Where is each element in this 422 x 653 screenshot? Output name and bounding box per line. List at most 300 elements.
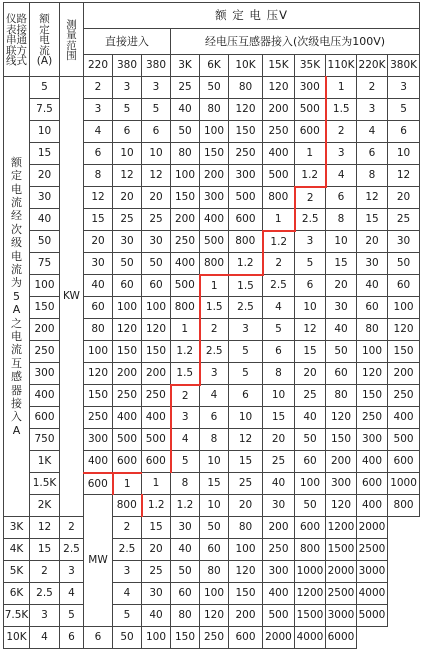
value-cell: 10 — [295, 297, 326, 319]
value-cell: 40 — [171, 99, 200, 121]
value-cell: 150 — [229, 583, 263, 605]
value-cell: 6 — [200, 407, 229, 429]
value-cell: 5 — [171, 451, 200, 473]
rated-current-cell: 5 — [30, 77, 60, 99]
value-cell: 60 — [200, 539, 229, 561]
value-cell: 1500 — [326, 539, 357, 561]
value-cell: 3 — [388, 77, 420, 99]
value-cell: 30 — [357, 253, 388, 275]
value-cell: 40 — [326, 319, 357, 341]
value-cell: 3 — [326, 143, 357, 165]
value-cell: 25 — [142, 561, 171, 583]
value-cell: 2 — [200, 319, 229, 341]
side-label: 额定电流经次级电流为5A之电流互感器接入A — [11, 155, 22, 437]
value-cell: 150 — [326, 429, 357, 451]
value-cell: 1.5 — [200, 297, 229, 319]
rated-current-cell: 300 — [30, 363, 60, 385]
value-cell: 5 — [388, 99, 420, 121]
value-cell: 25 — [171, 77, 200, 99]
value-cell: 2.5 — [229, 297, 263, 319]
value-cell: 600 — [113, 451, 142, 473]
value-cell: 6 — [142, 121, 171, 143]
value-cell: 1500 — [295, 605, 326, 627]
value-cell: 4 — [30, 627, 60, 649]
value-cell: 50 — [171, 121, 200, 143]
value-cell: 600 — [295, 517, 326, 539]
value-cell: 25 — [229, 473, 263, 495]
range-mw-cell: MW — [84, 495, 113, 627]
value-cell: 12 — [388, 165, 420, 187]
value-cell: 6 — [84, 143, 113, 165]
value-cell: 25 — [113, 209, 142, 231]
value-cell: 120 — [388, 319, 420, 341]
value-cell: 6 — [229, 385, 263, 407]
value-cell: 12 — [295, 319, 326, 341]
voltage-header: 380 — [113, 55, 142, 77]
header-wiring-line: 线式 — [6, 55, 27, 68]
header-wiring-line: 仪路 — [6, 13, 27, 26]
value-cell: 100 — [171, 165, 200, 187]
value-cell: 600 — [229, 209, 263, 231]
value-cell: 12 — [357, 187, 388, 209]
value-cell: 15 — [142, 517, 171, 539]
value-cell: 5000 — [357, 605, 388, 627]
value-cell: 6 — [295, 275, 326, 297]
value-cell: 300 — [229, 165, 263, 187]
table-row — [4, 539, 420, 561]
header-current-line: (A) — [36, 55, 53, 68]
value-cell: 1 — [263, 209, 295, 231]
value-cell: 2 — [60, 517, 84, 539]
value-cell: 3 — [113, 77, 142, 99]
value-cell: 2 — [357, 77, 388, 99]
value-cell: 800 — [229, 231, 263, 253]
value-cell: 80 — [171, 143, 200, 165]
value-cell: 2.5 — [60, 539, 84, 561]
value-cell: 4 — [326, 165, 357, 187]
voltage-header: 10K — [229, 55, 263, 77]
value-cell: 20 — [229, 495, 263, 517]
value-cell: 20 — [142, 539, 171, 561]
value-cell: 12 — [84, 187, 113, 209]
value-cell: 500 — [263, 605, 295, 627]
table-body — [4, 77, 420, 649]
value-cell: 6 — [326, 187, 357, 209]
value-cell: 400 — [263, 583, 295, 605]
range-kw-cell: KW — [60, 77, 84, 517]
value-cell: 250 — [229, 143, 263, 165]
value-cell: 120 — [200, 605, 229, 627]
value-cell: 120 — [229, 561, 263, 583]
value-cell: 4 — [200, 385, 229, 407]
value-cell: 250 — [113, 385, 142, 407]
value-cell: 200 — [113, 363, 142, 385]
value-cell: 150 — [171, 187, 200, 209]
value-cell: 15 — [84, 209, 113, 231]
value-cell: 3 — [357, 99, 388, 121]
value-cell: 15 — [357, 209, 388, 231]
value-cell: 10 — [113, 143, 142, 165]
value-cell: 200 — [263, 99, 295, 121]
value-cell: 60 — [388, 275, 420, 297]
value-cell: 60 — [357, 297, 388, 319]
value-cell: 80 — [84, 319, 113, 341]
value-cell: 200 — [171, 209, 200, 231]
value-cell: 12 — [30, 517, 60, 539]
value-cell: 6 — [388, 121, 420, 143]
value-cell: 8 — [263, 363, 295, 385]
value-cell: 1000 — [388, 473, 420, 495]
rated-current-cell: 5K — [4, 561, 30, 583]
value-cell: 20 — [263, 429, 295, 451]
value-cell: 600 — [142, 451, 171, 473]
value-cell: 100 — [84, 341, 113, 363]
value-cell: 40 — [357, 275, 388, 297]
value-cell: 10 — [263, 385, 295, 407]
value-cell: 30 — [388, 231, 420, 253]
rated-current-cell: 3K — [4, 517, 30, 539]
value-cell: 20 — [142, 187, 171, 209]
value-cell: 8 — [326, 209, 357, 231]
rated-current-cell: 250 — [30, 341, 60, 363]
rated-current-cell: 200 — [30, 319, 60, 341]
value-cell: 4000 — [357, 583, 388, 605]
value-cell: 3000 — [357, 561, 388, 583]
value-cell: 60 — [295, 451, 326, 473]
value-cell: 600 — [84, 473, 113, 495]
value-cell: 600 — [295, 121, 326, 143]
value-cell: 400 — [171, 253, 200, 275]
value-cell: 8 — [200, 429, 229, 451]
value-cell: 5 — [142, 99, 171, 121]
rated-current-cell: 4K — [4, 539, 30, 561]
value-cell: 50 — [295, 495, 326, 517]
spec-table-container — [3, 2, 419, 649]
value-cell: 100 — [388, 297, 420, 319]
value-cell: 100 — [142, 627, 171, 649]
rated-current-cell: 20 — [30, 165, 60, 187]
value-cell: 200 — [263, 517, 295, 539]
header-range-line: 围 — [66, 50, 77, 62]
value-cell: 120 — [113, 319, 142, 341]
header-wiring-line: 串通 — [6, 34, 27, 47]
value-cell: 30 — [142, 583, 171, 605]
value-cell: 50 — [142, 253, 171, 275]
value-cell: 2.5 — [263, 275, 295, 297]
value-cell: 200 — [142, 363, 171, 385]
header-rated-voltage: 额 定 电 压V — [84, 3, 420, 29]
header-current-line: 额 — [39, 13, 50, 26]
value-cell: 5 — [113, 605, 142, 627]
header-current-line: 电 — [39, 34, 50, 47]
value-cell: 20 — [113, 187, 142, 209]
voltage-header: 110K — [326, 55, 357, 77]
value-cell: 2 — [113, 517, 142, 539]
value-cell: 80 — [229, 77, 263, 99]
value-cell: 50 — [295, 429, 326, 451]
value-cell: 1 — [142, 473, 171, 495]
rated-current-cell: 750 — [30, 429, 60, 451]
value-cell: 2500 — [357, 539, 388, 561]
value-cell: 10 — [229, 407, 263, 429]
value-cell: 5 — [229, 363, 263, 385]
voltage-header: 220 — [84, 55, 113, 77]
rated-current-cell: 600 — [30, 407, 60, 429]
value-cell: 100 — [113, 297, 142, 319]
header-range-line: 测 — [66, 18, 77, 31]
value-cell: 800 — [295, 539, 326, 561]
value-cell: 12 — [113, 165, 142, 187]
value-cell: 4 — [84, 121, 113, 143]
value-cell: 1.2 — [295, 165, 326, 187]
value-cell: 30 — [142, 231, 171, 253]
value-cell: 80 — [171, 605, 200, 627]
value-cell: 400 — [388, 407, 420, 429]
rated-current-cell: 15 — [30, 143, 60, 165]
value-cell: 800 — [388, 495, 420, 517]
voltage-header: 15K — [263, 55, 295, 77]
value-cell: 25 — [142, 209, 171, 231]
value-cell: 120 — [326, 407, 357, 429]
value-cell: 4 — [357, 121, 388, 143]
rated-current-cell: 1K — [30, 451, 60, 473]
table-row — [4, 627, 420, 649]
value-cell: 500 — [295, 99, 326, 121]
value-cell: 200 — [200, 165, 229, 187]
value-cell: 15 — [326, 253, 357, 275]
value-cell: 150 — [200, 143, 229, 165]
value-cell: 500 — [171, 275, 200, 297]
value-cell: 2 — [171, 385, 200, 407]
value-cell: 2 — [326, 121, 357, 143]
value-cell: 100 — [142, 297, 171, 319]
value-cell: 800 — [171, 297, 200, 319]
value-cell: 50 — [388, 253, 420, 275]
value-cell: 80 — [326, 385, 357, 407]
value-cell: 25 — [388, 209, 420, 231]
value-cell: 3000 — [326, 605, 357, 627]
rated-current-cell: 6K — [4, 583, 30, 605]
value-cell: 400 — [113, 407, 142, 429]
value-cell: 150 — [142, 341, 171, 363]
value-cell: 250 — [142, 385, 171, 407]
value-cell: 1.5 — [229, 275, 263, 297]
value-cell: 60 — [171, 583, 200, 605]
value-cell: 40 — [263, 473, 295, 495]
header-range-line: 量 — [66, 29, 77, 41]
value-cell: 4 — [263, 297, 295, 319]
value-cell: 100 — [357, 341, 388, 363]
value-cell: 20 — [326, 275, 357, 297]
value-cell: 60 — [326, 363, 357, 385]
value-cell: 25 — [295, 385, 326, 407]
value-cell: 100 — [229, 539, 263, 561]
value-cell: 2 — [295, 187, 326, 209]
header-wiring-line: 表接 — [6, 23, 27, 36]
value-cell: 400 — [357, 451, 388, 473]
value-cell: 20 — [357, 231, 388, 253]
value-cell: 3 — [229, 319, 263, 341]
value-cell: 4 — [113, 583, 142, 605]
value-cell: 50 — [113, 627, 142, 649]
table-row — [4, 605, 420, 627]
value-cell: 1.2 — [171, 495, 200, 517]
value-cell: 8 — [171, 473, 200, 495]
table-row — [4, 583, 420, 605]
voltage-header: 380K — [388, 55, 420, 77]
value-cell: 800 — [263, 187, 295, 209]
value-cell: 1 — [113, 473, 142, 495]
value-cell: 12 — [142, 165, 171, 187]
value-cell: 120 — [229, 99, 263, 121]
value-cell: 60 — [84, 297, 113, 319]
value-cell: 100 — [200, 121, 229, 143]
value-cell: 300 — [200, 187, 229, 209]
value-cell: 1.5 — [171, 363, 200, 385]
value-cell: 250 — [84, 407, 113, 429]
value-cell: 300 — [263, 561, 295, 583]
value-cell: 400 — [263, 143, 295, 165]
value-cell: 3 — [200, 363, 229, 385]
value-cell: 10 — [326, 231, 357, 253]
rated-current-cell: 40 — [30, 209, 60, 231]
rated-power-table — [3, 2, 420, 649]
header-measuring-range — [60, 3, 84, 77]
value-cell: 1.2 — [142, 495, 171, 517]
value-cell: 80 — [229, 517, 263, 539]
value-cell: 400 — [200, 209, 229, 231]
value-cell: 150 — [84, 385, 113, 407]
value-cell: 2000 — [326, 561, 357, 583]
voltage-header: 380 — [142, 55, 171, 77]
value-cell: 50 — [326, 341, 357, 363]
value-cell: 4 — [60, 583, 84, 605]
value-cell: 120 — [142, 319, 171, 341]
value-cell: 2 — [84, 77, 113, 99]
header-current-line: 流 — [39, 44, 50, 57]
value-cell: 5 — [113, 99, 142, 121]
value-cell: 120 — [263, 77, 295, 99]
value-cell: 1.5 — [326, 99, 357, 121]
value-cell: 20 — [295, 363, 326, 385]
value-cell: 8 — [84, 165, 113, 187]
value-cell: 2.5 — [295, 209, 326, 231]
value-cell: 500 — [200, 231, 229, 253]
value-cell: 500 — [229, 187, 263, 209]
value-cell: 250 — [388, 385, 420, 407]
value-cell: 30 — [171, 517, 200, 539]
value-cell: 20 — [84, 231, 113, 253]
value-cell: 10 — [200, 451, 229, 473]
value-cell: 20 — [388, 187, 420, 209]
value-cell: 15 — [200, 473, 229, 495]
rated-current-cell: 1.5K — [30, 473, 60, 495]
rated-current-cell: 7.5 — [30, 99, 60, 121]
value-cell: 40 — [84, 275, 113, 297]
value-cell: 30 — [263, 495, 295, 517]
value-cell: 250 — [171, 231, 200, 253]
side-label-cell — [4, 77, 30, 517]
value-cell: 400 — [357, 495, 388, 517]
rated-current-cell: 2K — [30, 495, 60, 517]
value-cell: 30 — [326, 297, 357, 319]
value-cell: 80 — [357, 319, 388, 341]
value-cell: 6 — [357, 143, 388, 165]
value-cell: 2 — [30, 561, 60, 583]
value-cell: 200 — [388, 363, 420, 385]
value-cell: 500 — [142, 429, 171, 451]
value-cell: 6 — [60, 627, 84, 649]
value-cell: 6 — [113, 121, 142, 143]
value-cell: 3 — [30, 605, 60, 627]
value-cell: 800 — [113, 495, 142, 517]
value-cell: 5 — [229, 341, 263, 363]
value-cell: 250 — [357, 407, 388, 429]
value-cell: 40 — [295, 407, 326, 429]
value-cell: 150 — [171, 627, 200, 649]
value-cell: 50 — [113, 253, 142, 275]
value-cell: 2000 — [357, 517, 388, 539]
value-cell: 25 — [263, 451, 295, 473]
value-cell: 40 — [171, 539, 200, 561]
value-cell: 5 — [295, 253, 326, 275]
value-cell: 2 — [263, 253, 295, 275]
header-current-line: 定 — [39, 23, 50, 36]
value-cell: 150 — [357, 385, 388, 407]
table-row — [4, 561, 420, 583]
rated-current-cell: 150 — [30, 297, 60, 319]
value-cell: 3 — [113, 561, 142, 583]
value-cell: 300 — [84, 429, 113, 451]
value-cell: 6 — [84, 627, 113, 649]
value-cell: 6 — [263, 341, 295, 363]
value-cell: 40 — [142, 605, 171, 627]
rated-current-cell: 100 — [30, 275, 60, 297]
value-cell: 400 — [84, 451, 113, 473]
value-cell: 50 — [171, 561, 200, 583]
value-cell: 400 — [142, 407, 171, 429]
value-cell: 30 — [84, 253, 113, 275]
value-cell: 80 — [200, 561, 229, 583]
value-cell: 3 — [171, 407, 200, 429]
value-cell: 1000 — [295, 561, 326, 583]
rated-current-cell: 30 — [30, 187, 60, 209]
value-cell: 60 — [142, 275, 171, 297]
value-cell: 300 — [326, 473, 357, 495]
value-cell: 15 — [229, 451, 263, 473]
rated-current-cell: 10 — [30, 121, 60, 143]
value-cell: 15 — [263, 407, 295, 429]
value-cell: 300 — [357, 429, 388, 451]
value-cell: 12 — [229, 429, 263, 451]
value-cell: 1 — [200, 275, 229, 297]
value-cell: 120 — [357, 363, 388, 385]
value-cell: 800 — [200, 253, 229, 275]
value-cell: 120 — [84, 363, 113, 385]
value-cell: 3 — [84, 99, 113, 121]
voltage-header: 220K — [357, 55, 388, 77]
value-cell: 15 — [295, 341, 326, 363]
header-range-line: 范 — [66, 39, 77, 52]
rated-current-cell: 75 — [30, 253, 60, 275]
value-cell: 2.5 — [30, 583, 60, 605]
value-cell: 10 — [388, 143, 420, 165]
value-cell: 3 — [295, 231, 326, 253]
header-wiring-method — [4, 3, 30, 77]
voltage-header: 35K — [295, 55, 326, 77]
value-cell: 15 — [30, 539, 60, 561]
rated-current-cell: 400 — [30, 385, 60, 407]
